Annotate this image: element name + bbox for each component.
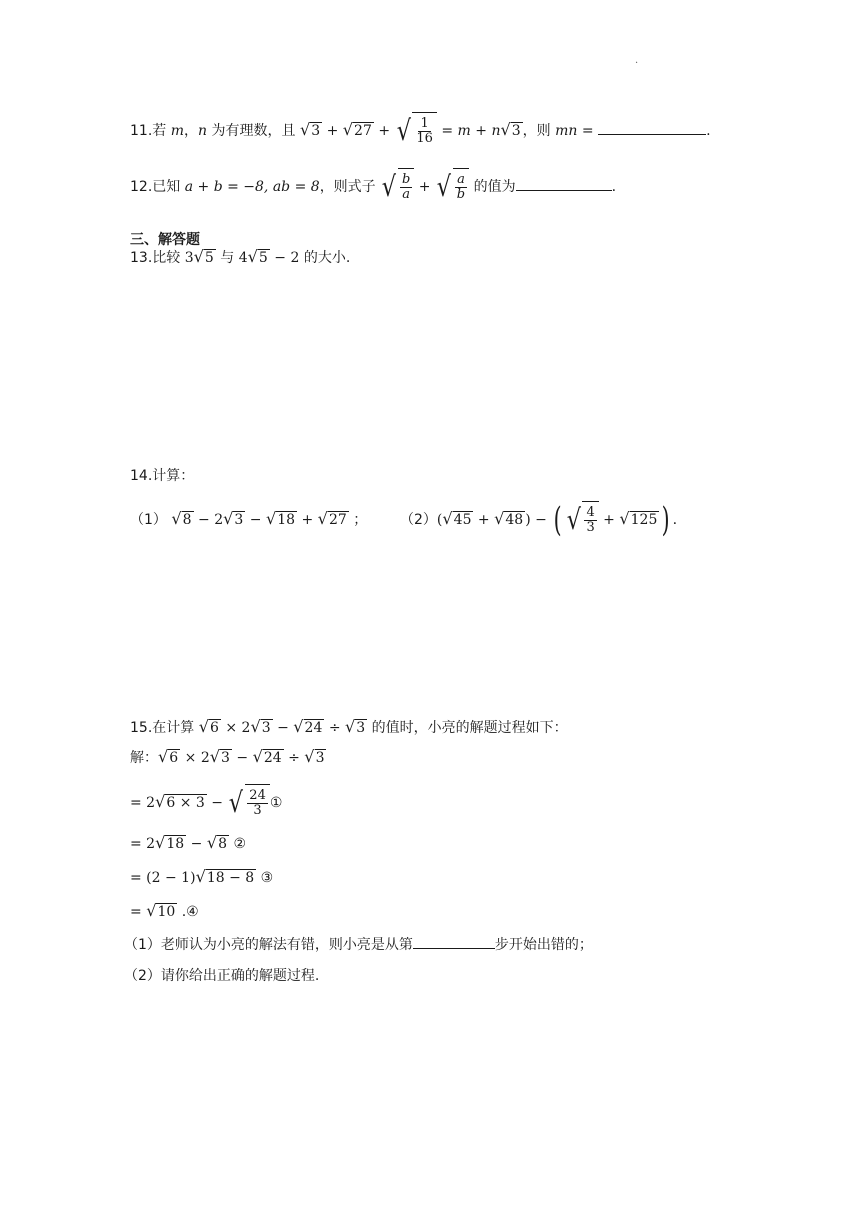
q15-s3-sqrt: √ 18 − 8 [195, 867, 255, 887]
q13-tail: − 2 [269, 250, 300, 266]
q15-sol-op-divide: ÷ [283, 750, 305, 766]
q14-sqrt-4-over-3: √ $\frac{4}{3}$ [565, 501, 599, 539]
q11-sqrt-3: √ 3 [299, 120, 321, 140]
q15-sol-sqrt-3: √ 3 [209, 747, 230, 767]
q15-solution-step-4 [130, 902, 199, 922]
q11-text-2: 为有理数，且 [207, 123, 300, 139]
section-heading: 三、解答题 [130, 232, 200, 248]
q15-sub1-text: （1）老师认为小亮的解法有错，则小亮是从第 [124, 937, 413, 953]
q13-number: 13. [130, 250, 153, 266]
q11-plus-2: + [378, 123, 391, 139]
q11-equals-2: = [581, 123, 594, 139]
q15-solution-step-2 [130, 834, 246, 854]
q15-solution-label: 解： [130, 750, 158, 766]
q15-sub1-answer-blank[interactable] [413, 934, 495, 949]
q12-plus: + [418, 179, 431, 195]
q15-s1-sqrt: √ 6 × 3 [155, 792, 205, 812]
q11-plus-3: + [475, 123, 487, 139]
q15-intro-text-2: 的值时，小亮的解题过程如下： [367, 720, 568, 736]
q13-sqrt-5a: √ 5 [193, 247, 214, 267]
q15-sol-sqrt-6: √ 6 [158, 747, 179, 767]
q15-solution-step-1 [130, 784, 282, 822]
q15-s2-sqrt-8: √ 8 [206, 833, 228, 853]
q12-text-2: ，则式子 [319, 179, 381, 195]
q15-op-divide: ÷ [324, 720, 346, 736]
q14-p1-label: （1） [130, 512, 167, 528]
q11-end: . [706, 123, 711, 139]
q15-intro-text: 15.在计算 [130, 720, 199, 736]
q15-sub-question-1 [124, 934, 593, 955]
q11-var-m2: m [457, 123, 471, 139]
q15-step-marker-2: ② [233, 836, 247, 852]
q14-p2-close: ) − [525, 512, 547, 528]
q15-s1-prefix: = 2 [130, 795, 156, 811]
question-14-part-2 [400, 500, 677, 540]
q15-s1-minus: − [206, 795, 223, 811]
q11-text-3: ，则 [522, 123, 556, 139]
question-11 [130, 112, 711, 150]
q11-var-n: n [198, 123, 208, 139]
q12-text-3: 的值为 [469, 179, 516, 195]
q14-sqrt-18: √ 18 [265, 509, 296, 529]
q12-sqrt-b-over-a: √ $\frac{b}{a}$ [380, 168, 414, 206]
q15-sol-op-minus: − [231, 750, 253, 766]
q14-p1-end: ； [348, 512, 368, 528]
q15-op-minus: − [272, 720, 294, 736]
q12-text: 已知 [152, 179, 185, 195]
q14-p2-open: ( [436, 512, 443, 528]
q14-p2-end: . [672, 512, 678, 528]
question-14-title: 14.计算： [130, 468, 195, 484]
q14-p1-op1: − 2 [193, 512, 224, 528]
q15-op-times: × 2 [220, 720, 251, 736]
page-marker: · [635, 58, 639, 69]
q15-sqrt-24: √ 24 [293, 717, 323, 737]
q15-sol-sqrt-3b: √ 3 [304, 747, 325, 767]
q15-sqrt-3: √ 3 [250, 717, 271, 737]
q13-text: 比较 [152, 250, 185, 266]
q15-s4-sqrt-10: √ 10 [146, 901, 176, 921]
q14-sqrt-48: √ 48 [494, 509, 524, 529]
q15-sol-op-times: × 2 [180, 750, 210, 766]
q14-p2-label: （2） [400, 512, 437, 528]
question-14-part-1 [130, 510, 367, 530]
q15-step-marker-3: ③ [260, 870, 274, 886]
question-13 [130, 248, 350, 268]
q15-s2-minus: − [186, 836, 207, 852]
q11-sqrt-3b: √ 3 [500, 120, 521, 140]
q11-plus: + [326, 123, 339, 139]
q11-text: 若 [152, 123, 171, 139]
q14-big-paren-open: ( [553, 500, 562, 540]
q13-coef-1: 3 [184, 250, 194, 266]
question-12 [130, 168, 616, 206]
q14-sqrt-45: √ 45 [442, 509, 472, 529]
q14-p2-op2: + [603, 512, 615, 528]
q12-end: . [611, 179, 617, 195]
q15-step-marker-1: ① [269, 795, 283, 811]
q12-answer-blank[interactable] [516, 176, 612, 191]
q15-sol-sqrt-24: √ 24 [252, 747, 282, 767]
q14-p1-op3: + [297, 512, 318, 528]
q14-p2-op1: + [473, 512, 495, 528]
question-15-intro [130, 718, 568, 738]
q11-sep: ， [184, 123, 198, 139]
q11-answer-blank[interactable] [598, 120, 706, 135]
q15-s4-prefix: = [130, 904, 147, 920]
q14-sqrt-125: √ 125 [619, 509, 658, 529]
q11-sqrt-fraction: √ $\frac{1}{16}$ [395, 112, 437, 150]
q15-solution-line-0 [130, 748, 326, 768]
q11-var-mn: mn [555, 123, 578, 139]
q11-sqrt-27: √ 27 [342, 120, 372, 140]
q15-s3-prefix: = (2 − 1) [130, 870, 196, 886]
q12-number: 12. [130, 179, 153, 195]
q15-sub-question-2: （2）请你给出正确的解题过程. [124, 968, 320, 984]
q15-sub1-text-2: 步开始出错的； [494, 937, 593, 953]
q11-equals: = [441, 123, 454, 139]
q13-sqrt-5b: √ 5 [247, 247, 268, 267]
q14-sqrt-3: √ 3 [223, 509, 244, 529]
q12-condition: a + b = −8, ab = 8 [184, 179, 320, 195]
q13-text-2: 与 [215, 250, 239, 266]
q15-s1-sqrt-fraction: √ $\frac{24}{3}$ [227, 784, 269, 822]
q11-var-n2: n [491, 123, 501, 139]
q11-var-m: m [170, 123, 184, 139]
q15-sqrt-3b: √ 3 [345, 717, 366, 737]
q15-sqrt-6: √ 6 [198, 717, 219, 737]
q15-s2-prefix: = 2 [130, 836, 156, 852]
q13-coef-2: 4 [238, 250, 248, 266]
q14-p1-op2: − [245, 512, 266, 528]
q15-step-marker-4: .④ [181, 904, 199, 920]
q11-number: 11. [130, 123, 153, 139]
q15-s2-sqrt-18: √ 18 [155, 833, 185, 853]
q15-solution-step-3 [130, 868, 273, 888]
q14-sqrt-27: √ 27 [317, 509, 347, 529]
q14-big-paren-close: ) [662, 500, 670, 540]
q13-text-3: 的大小. [299, 250, 351, 266]
q12-sqrt-a-over-b: √ $\frac{a}{b}$ [435, 168, 469, 206]
q14-sqrt-8: √ 8 [171, 509, 192, 529]
